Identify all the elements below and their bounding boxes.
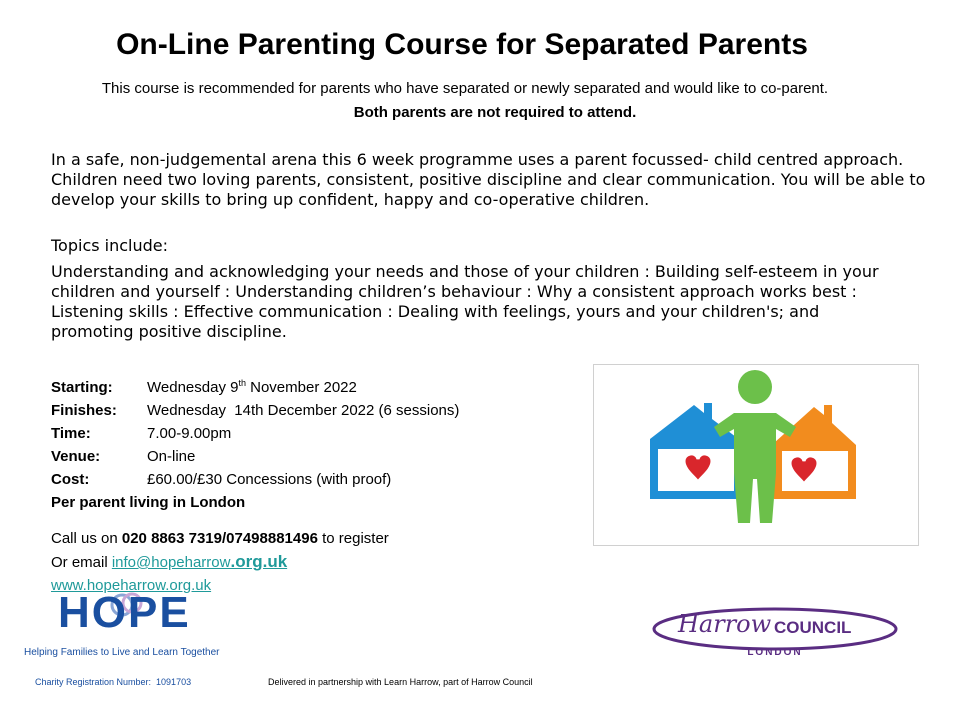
phone-number: 020 8863 7319/07498881496 — [121, 530, 318, 547]
topics-list: Understanding and acknowledging your needs and those of your children : Building self-esteem in your children and yourself : Understanding children’s behaviour : Why a consistent approach works best : Listening skills : Effective communication : Dealing with feelings, yours and your children's; and promoting positive discipline. — [51, 262, 879, 341]
call-suffix: to register — [317, 530, 389, 547]
time-row — [51, 422, 459, 445]
charity-registration: Charity Registration Number: 1091703 — [35, 677, 192, 687]
venue-label: Venue: — [51, 448, 101, 465]
intro-text: This course is recommended for parents who have separated or newly separated and would like to co-parent. — [101, 80, 829, 97]
website-link[interactable]: www.hopeharrow.org.uk — [51, 577, 212, 594]
time-value: 7.00-9.00pm — [147, 425, 232, 442]
cost-label: Cost: — [51, 471, 90, 488]
cost-row — [51, 468, 459, 491]
starting-label: Starting: — [51, 379, 113, 396]
venue-row — [51, 445, 459, 468]
harrow-wordmark: Harrow — [678, 610, 772, 638]
harrow-council-logo — [652, 606, 898, 652]
time-label: Time: — [51, 425, 91, 442]
starting-value: Wednesday 9th November 2022 — [147, 378, 357, 396]
contact-section — [51, 527, 389, 597]
email-prefix: Or email — [51, 554, 112, 571]
description-paragraph: In a safe, non-judgemental arena this 6 week programme uses a parent focussed- child centred approach. Children need two loving parents, consistent, positive discipline and clear communication. You will be able to develop your skills to bring up confident, happy and co-operative children. — [51, 150, 926, 209]
family-illustration — [593, 364, 919, 546]
course-details — [51, 372, 459, 514]
hope-wordmark: HOPE — [58, 588, 191, 637]
attendance-note: Both parents are not required to attend. — [353, 104, 637, 121]
email-link[interactable]: info@hopeharrow.org.uk — [111, 552, 288, 571]
call-prefix: Call us on — [51, 530, 122, 547]
cost-value: £60.00/£30 Concessions (with proof) — [147, 471, 392, 488]
page-title: On-Line Parenting Course for Separated Parents — [116, 28, 808, 61]
finishes-label: Finishes: — [51, 402, 117, 419]
council-wordmark: COUNCIL — [774, 618, 852, 637]
starting-row — [51, 372, 459, 399]
family-homes-icon — [594, 365, 918, 545]
partnership-note: Delivered in partnership with Learn Harrow, part of Harrow Council — [268, 677, 533, 687]
hope-tagline: Helping Families to Live and Learn Together — [24, 647, 220, 658]
finishes-row — [51, 399, 459, 422]
venue-value: On-line — [147, 448, 196, 465]
per-parent-note: Per parent living in London — [51, 494, 246, 511]
email-line — [51, 550, 389, 574]
topics-heading: Topics include: — [51, 236, 169, 255]
call-line — [51, 527, 389, 550]
harrow-london-label: LONDON — [747, 647, 803, 658]
finishes-value: Wednesday 14th December 2022 (6 sessions) — [147, 402, 460, 419]
